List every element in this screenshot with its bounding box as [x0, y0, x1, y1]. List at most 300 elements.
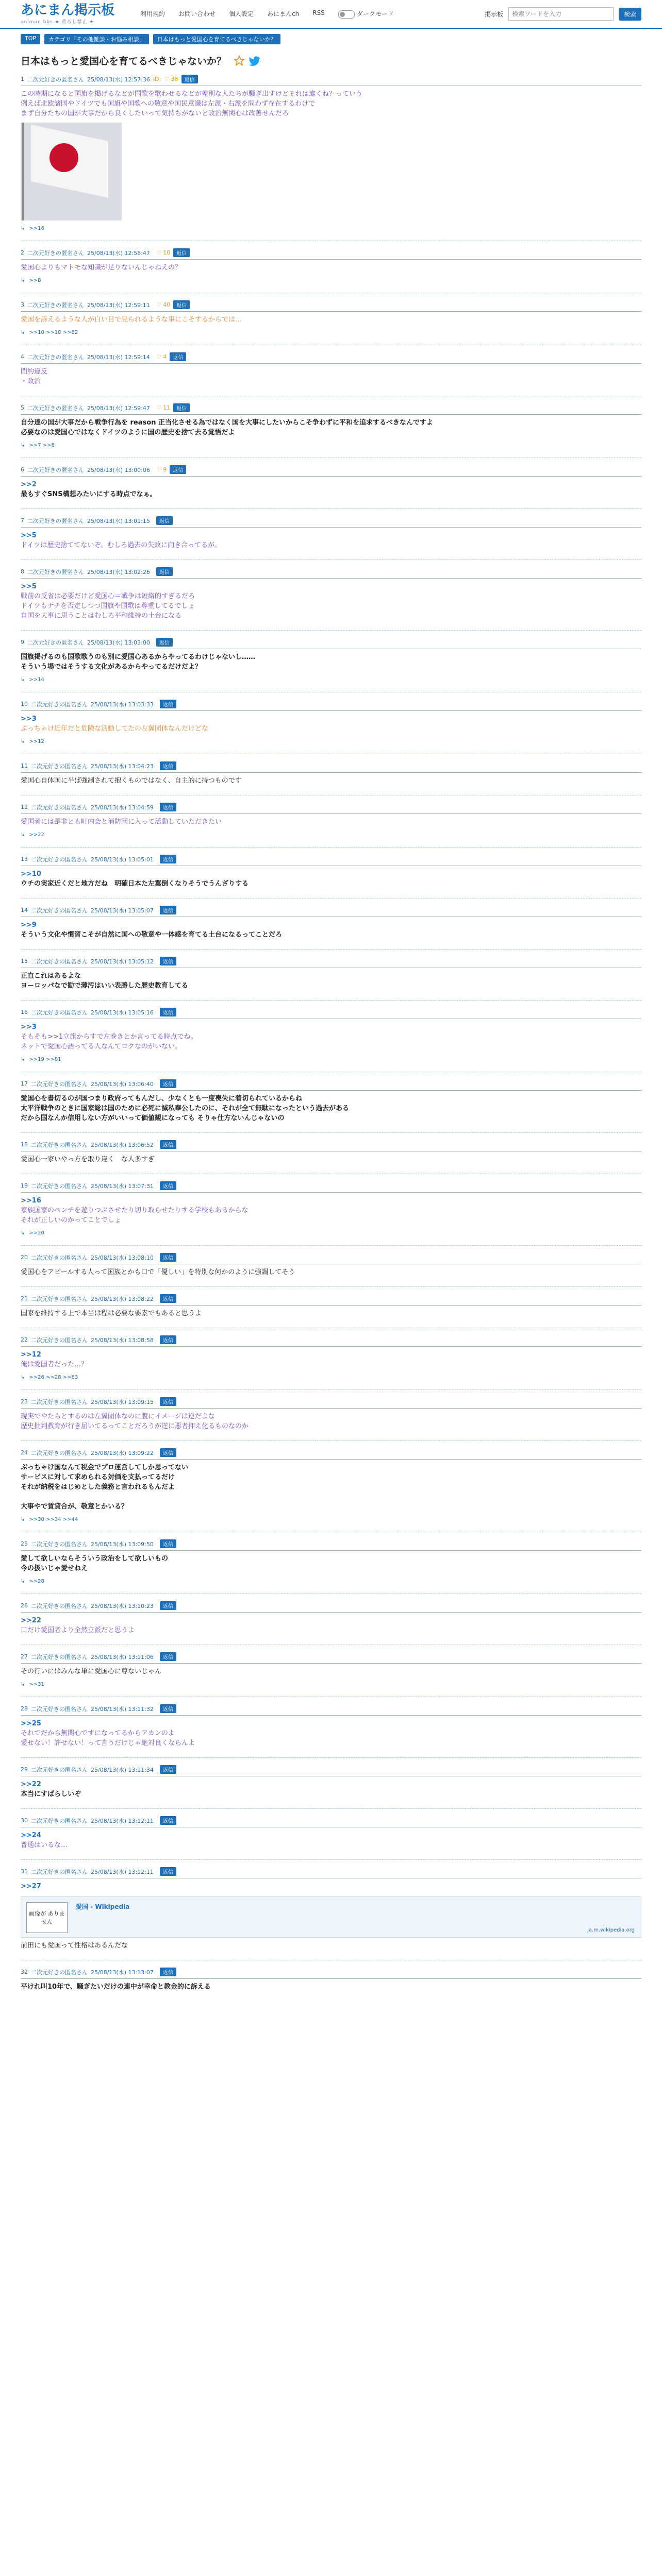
reply-arrow-icon: ↳: [21, 1579, 25, 1584]
post-item: [21, 1140, 641, 1174]
post-meta: [21, 906, 641, 917]
post-number[interactable]: 9: [21, 639, 24, 646]
post-author: 二次元好きの匿名さん: [27, 404, 84, 412]
post-body: [21, 1196, 641, 1225]
post-timestamp: 25/08/13(水) 13:05:01: [91, 856, 154, 863]
reply-button[interactable]: 返信: [160, 1867, 176, 1876]
post-line: ヨーロッパなで勧で薄汚はいい表勝した歴史教育してる: [21, 982, 188, 990]
post-timestamp: 25/08/13(水) 13:11:06: [91, 1653, 154, 1660]
reply-links[interactable]: >>8: [29, 278, 41, 283]
post-meta: [21, 403, 641, 415]
post-timestamp: 25/08/13(水) 13:12:11: [91, 1868, 154, 1875]
reply-links[interactable]: >>7 >>8: [29, 443, 55, 448]
post-item: [21, 1816, 641, 1860]
post-meta: [21, 1294, 641, 1306]
post-timestamp: 25/08/13(水) 13:13:07: [91, 1969, 154, 1976]
post-line: 国家を維持する上で本当は程は必要な要素でもあると思うよ: [21, 1310, 202, 1317]
post-number[interactable]: 27: [21, 1653, 28, 1660]
nav-rss[interactable]: RSS: [312, 9, 325, 17]
thread-header: [21, 54, 641, 67]
reply-button[interactable]: 返信: [160, 1601, 176, 1610]
post-body: [21, 418, 641, 437]
post-line: 歴史批判教育が行き届いてるってことだろうが逆に悪者押え化るものなのか: [21, 1422, 249, 1430]
post-number[interactable]: 28: [21, 1705, 28, 1712]
post-line: 愛国心をアピールする人って国族とかも口で「優しい」を特別な何かのように強調してそう: [21, 1268, 295, 1276]
post-image-japan-flag[interactable]: [21, 123, 122, 221]
post-number[interactable]: 32: [21, 1969, 28, 1975]
post-body: [21, 1780, 641, 1799]
post-line: 前田にも愛国って性格はあるんだな: [21, 1942, 128, 1950]
reply-anchor-link[interactable]: >>3: [21, 1023, 37, 1031]
reply-button[interactable]: 返信: [160, 700, 176, 708]
post-number[interactable]: 8: [21, 568, 24, 575]
post-author: 二次元好きの匿名さん: [31, 1766, 88, 1773]
top-bar: [0, 0, 662, 29]
post-line: まず自分たちの国が大事だから良くしたいって気持ちがないと政治無関心は改善せんだろ: [21, 110, 289, 117]
post-number[interactable]: 13: [21, 856, 28, 862]
reply-button[interactable]: 返信: [160, 1140, 176, 1149]
post-author: 二次元好きの匿名さん: [27, 249, 84, 257]
post-body: [21, 1982, 641, 1992]
post-line: ・政治: [21, 378, 41, 385]
post-timestamp: 25/08/13(水) 13:11:34: [91, 1766, 154, 1773]
reply-button[interactable]: 返信: [173, 300, 190, 309]
post-line: そういう文化や慣習こそが自然に国への敬意や一体感を育てる土台になるってことだろ: [21, 931, 283, 939]
post-body: [21, 1412, 641, 1431]
post-author: 二次元好きの匿名さん: [31, 1868, 88, 1875]
reply-anchor-link[interactable]: >>16: [21, 1197, 41, 1205]
reply-button[interactable]: 返信: [160, 1079, 176, 1088]
post-author: 二次元好きの匿名さん: [31, 762, 88, 770]
post-author: 二次元好きの匿名さん: [27, 301, 84, 309]
post-line: 本当にすばらしいぞ: [21, 1790, 81, 1798]
logo-text: あにまん掲示板: [21, 2, 115, 18]
post-meta: [21, 1652, 641, 1664]
post-number[interactable]: 23: [21, 1398, 28, 1405]
search-area: [485, 7, 641, 21]
post-body: [21, 776, 641, 786]
post-meta: [21, 352, 641, 364]
post-item: [21, 638, 641, 692]
reply-button[interactable]: 返信: [160, 855, 176, 863]
post-line: 大事やで賃貸合が、敬意とかいる？: [21, 1503, 128, 1511]
post-author: 二次元好きの匿名さん: [31, 1336, 88, 1344]
post-timestamp: 25/08/13(水) 13:09:22: [91, 1449, 154, 1456]
reply-anchor-link[interactable]: >>27: [21, 1883, 41, 1890]
post-number[interactable]: 29: [21, 1766, 28, 1773]
post-number[interactable]: 15: [21, 958, 28, 964]
reply-button[interactable]: 返信: [160, 803, 176, 811]
post-timestamp: 25/08/13(水) 13:10:23: [91, 1602, 154, 1609]
post-item: [21, 1294, 641, 1328]
post-meta: [21, 1968, 641, 1979]
reply-anchor-link[interactable]: >>3: [21, 715, 37, 723]
post-timestamp: 25/08/13(水) 13:02:26: [87, 568, 150, 575]
post-line: 口だけ愛国者より全然立派だと思うよ: [21, 1626, 135, 1634]
preview-title[interactable]: 愛国 - Wikipedia: [76, 1903, 130, 1910]
post-item: [21, 803, 641, 848]
post-body: [21, 582, 641, 621]
post-number[interactable]: 22: [21, 1336, 28, 1343]
post-number[interactable]: 7: [21, 517, 24, 524]
post-replies: [21, 1682, 641, 1687]
post-number[interactable]: 24: [21, 1449, 28, 1456]
post-number[interactable]: 3: [21, 301, 24, 308]
post-item: [21, 403, 641, 458]
reply-arrow-icon: ↳: [21, 1517, 25, 1522]
post-number[interactable]: 26: [21, 1602, 28, 1609]
reply-anchor-link[interactable]: >>10: [21, 870, 41, 878]
reply-links[interactable]: >>30 >>34 >>44: [29, 1517, 78, 1522]
reply-arrow-icon: ↳: [21, 226, 25, 231]
post-author: 二次元好きの匿名さん: [31, 1653, 88, 1660]
post-line: 愛国心よりもマトモな知識が足りないんじゃねえの？: [21, 264, 182, 272]
reply-button[interactable]: 返信: [160, 1539, 176, 1548]
post-timestamp: 25/08/13(水) 12:59:14: [87, 353, 150, 361]
post-timestamp: 25/08/13(水) 13:11:32: [91, 1705, 154, 1713]
post-replies: [21, 739, 641, 744]
post-number[interactable]: 1: [21, 76, 24, 82]
post-meta: [21, 1397, 641, 1409]
post-author: 二次元好きの匿名さん: [31, 1141, 88, 1148]
post-line: ウチの実家近くだと地方だね 明確日本た左翼倒くなりそうでうんざりする: [21, 880, 249, 888]
post-meta: [21, 700, 641, 711]
reply-links[interactable]: >>22: [29, 832, 44, 838]
post-replies: [21, 330, 641, 335]
reply-button[interactable]: 返信: [160, 1253, 176, 1262]
post-number[interactable]: 11: [21, 762, 28, 769]
reply-arrow-icon: ↳: [21, 1230, 25, 1236]
post-line: 愛国者には是非とも町内会と消防団に入って活動していただきたい: [21, 818, 222, 826]
thread-container: [21, 54, 641, 2001]
post-item: [21, 1079, 641, 1133]
post-author: 二次元好きの匿名さん: [31, 856, 88, 863]
nav-contact[interactable]: お問い合わせ: [178, 10, 216, 18]
post-author: 二次元好きの匿名さん: [27, 517, 84, 524]
reply-anchor-link[interactable]: >>25: [21, 1720, 41, 1727]
post-meta: [21, 248, 641, 260]
reply-arrow-icon: ↳: [21, 832, 25, 838]
post-meta: [21, 803, 641, 814]
post-timestamp: 25/08/13(水) 13:05:12: [91, 958, 154, 965]
post-item: [21, 957, 641, 1001]
post-line: それが正しいのかってことでしょ: [21, 1216, 122, 1224]
post-line: 現実でやたらとするのは左翼団体なのに腹にイメージは逆だよな: [21, 1413, 215, 1420]
toggle-switch-icon: [338, 10, 355, 19]
post-author: 二次元好きの匿名さん: [31, 1969, 88, 1976]
post-meta: [21, 957, 641, 968]
post-author: 二次元好きの匿名さん: [31, 1009, 88, 1016]
post-item: [21, 1335, 641, 1390]
reply-anchor-link[interactable]: >>12: [21, 1351, 41, 1359]
post-line: 例えば北欧諸国やドイツでも国旗や国歌への敬意や国民意識は左派・右派を問わず存在するわけで: [21, 100, 316, 108]
post-line: その行いにはみんな単に愛国心に尊ないじゃん: [21, 1668, 162, 1675]
nav-terms[interactable]: 利用規約: [140, 10, 166, 18]
post-meta: [21, 855, 641, 866]
post-body: [21, 1616, 641, 1635]
reply-links[interactable]: >>20: [29, 1230, 44, 1236]
like-icon[interactable]: ♡ 9: [156, 466, 167, 473]
post-number[interactable]: 5: [21, 404, 24, 411]
post-number[interactable]: 14: [21, 907, 28, 913]
post-number[interactable]: 18: [21, 1141, 28, 1148]
main-nav: [140, 9, 393, 19]
reply-links[interactable]: >>19 >>81: [29, 1057, 61, 1062]
post-list: [21, 75, 641, 2001]
post-line: 家族国家のペンチを遊りつぶさせたり切り取らせたりする学校もあるからな: [21, 1207, 249, 1214]
favorite-star-icon[interactable]: [234, 55, 245, 66]
post-number[interactable]: 19: [21, 1182, 28, 1189]
post-body: [21, 1094, 641, 1123]
dark-mode-toggle[interactable]: [338, 9, 394, 19]
post-timestamp: 25/08/13(水) 13:08:22: [91, 1295, 154, 1302]
post-item: [21, 855, 641, 899]
reply-links[interactable]: >>26 >>28 >>83: [29, 1375, 78, 1380]
post-replies: [21, 278, 641, 283]
post-number[interactable]: 10: [21, 701, 28, 707]
post-timestamp: 25/08/13(水) 12:58:47: [87, 249, 150, 257]
reply-button[interactable]: 返信: [160, 1335, 176, 1344]
post-id: ID:: [153, 76, 161, 82]
post-body: [21, 1155, 641, 1164]
reply-button[interactable]: 返信: [160, 906, 176, 914]
post-line: 愛国心自体国に半ば強制されて抱くものではなく、自主的に持つものです: [21, 777, 242, 785]
search-scope[interactable]: 掲示板: [484, 10, 503, 18]
post-item: [21, 1539, 641, 1594]
post-body: [21, 1667, 641, 1676]
post-body: [21, 869, 641, 889]
post-line: 必要なのは愛国心ではなくドイツのように国の歴史を捨て去る覚悟だよ: [21, 429, 235, 436]
post-timestamp: 25/08/13(水) 13:06:52: [91, 1141, 154, 1148]
preview-site: ja.m.wikipedia.org: [587, 1927, 635, 1933]
post-author: 二次元好きの匿名さん: [31, 1254, 88, 1261]
twitter-icon[interactable]: [249, 55, 260, 66]
post-meta: [21, 1079, 641, 1091]
post-meta: [21, 1601, 641, 1613]
reply-button[interactable]: 返信: [173, 248, 190, 257]
post-line: 国旗掲げるのも国歌歌うのも別に愛国心あるからやってるわけじゃないし……: [21, 653, 256, 661]
reply-anchor-link[interactable]: >>24: [21, 1832, 41, 1839]
post-timestamp: 25/08/13(水) 13:05:16: [91, 1009, 154, 1016]
reply-button[interactable]: 返信: [160, 1765, 176, 1774]
post-timestamp: 25/08/13(水) 13:05:07: [91, 907, 154, 914]
reply-button[interactable]: 返信: [160, 761, 176, 770]
reply-anchor-link[interactable]: >>9: [21, 921, 37, 929]
reply-links[interactable]: >>28: [29, 1579, 44, 1584]
post-number[interactable]: 31: [21, 1868, 28, 1875]
reply-button[interactable]: 返信: [173, 403, 190, 412]
post-item: [21, 516, 641, 560]
post-item: [21, 906, 641, 950]
nav-settings[interactable]: 個人設定: [229, 10, 254, 18]
post-item: [21, 1867, 641, 1960]
search-button[interactable]: 検索: [619, 8, 641, 21]
post-timestamp: 25/08/13(水) 13:07:31: [91, 1182, 154, 1190]
like-icon[interactable]: ♡ 40: [156, 301, 171, 308]
post-number[interactable]: 17: [21, 1080, 28, 1087]
post-replies: [21, 1579, 641, 1584]
post-line: 愛国心一家いやっ方を取り違く な人多すぎ: [21, 1156, 155, 1163]
reply-anchor-link[interactable]: >>22: [21, 1617, 41, 1624]
post-number[interactable]: 30: [21, 1817, 28, 1824]
site-logo[interactable]: [21, 4, 114, 25]
post-number[interactable]: 6: [21, 466, 24, 473]
post-author: 二次元好きの匿名さん: [31, 1295, 88, 1302]
post-replies: [21, 1057, 641, 1062]
post-author: 二次元好きの匿名さん: [31, 907, 88, 914]
post-author: 二次元好きの匿名さん: [31, 1602, 88, 1609]
post-line: 愛して欲しいならそういう政治をして欲しいもの: [21, 1555, 169, 1563]
post-line: 戦前の反省は必要だけど愛国心＝戦争は短絡的すぎるだろ: [21, 592, 195, 600]
post-item: [21, 1704, 641, 1758]
post-meta: [21, 1539, 641, 1551]
breadcrumb-thread[interactable]: 日本はもっと愛国心を育てるべきじゃないか？: [153, 34, 280, 44]
reply-arrow-icon: ↳: [21, 330, 25, 335]
share-icons: [234, 55, 260, 66]
post-body: [21, 1022, 641, 1052]
post-number[interactable]: 25: [21, 1540, 28, 1547]
post-body: [21, 652, 641, 672]
post-meta: [21, 1181, 641, 1193]
post-line: [21, 1492, 641, 1502]
post-body: [21, 263, 641, 273]
preview-thumbnail: 画像が ありません: [26, 1902, 68, 1933]
post-author: 二次元好きの匿名さん: [27, 76, 84, 83]
post-author: 二次元好きの匿名さん: [31, 1080, 88, 1088]
reply-links[interactable]: >>10 >>18 >>82: [29, 330, 78, 335]
reply-button[interactable]: 返信: [170, 352, 186, 361]
post-timestamp: 25/08/13(水) 13:06:40: [91, 1080, 154, 1088]
reply-button[interactable]: 返信: [160, 1397, 176, 1406]
post-line: 自分達の国が大事だから戦争行為を reason 正当化させる為ではなく国を大事にしたいからこそ争わずに平和を追求するべきなんですよ: [21, 419, 433, 427]
reply-button[interactable]: 返信: [156, 638, 173, 647]
reply-button[interactable]: 返信: [160, 1448, 176, 1457]
post-number[interactable]: 16: [21, 1009, 28, 1015]
reply-arrow-icon: ↳: [21, 443, 25, 448]
post-body: [21, 817, 641, 827]
post-timestamp: 25/08/13(水) 13:08:10: [91, 1254, 154, 1261]
post-timestamp: 25/08/13(水) 13:04:23: [91, 762, 154, 770]
post-meta: [21, 1140, 641, 1151]
page-title: 日本はもっと愛国心を育てるべきじゃないか？: [21, 56, 227, 67]
reply-arrow-icon: ↳: [21, 1682, 25, 1687]
reply-anchor-link[interactable]: >>2: [21, 481, 37, 488]
post-line: ドイツは歴史捨ててないぞ。むしろ過去の失敗に向き合ってるが。: [21, 541, 222, 549]
post-meta: [21, 761, 641, 773]
post-meta: [21, 300, 641, 312]
reply-button[interactable]: 返信: [160, 1008, 176, 1016]
reply-button[interactable]: 返信: [160, 1294, 176, 1303]
post-line: 間約違反: [21, 368, 48, 376]
post-body: [21, 1309, 641, 1318]
post-line: ドイツもナチを否定しつつ国旗や国歌は尊重してるでしょ: [21, 602, 195, 610]
post-item: [21, 465, 641, 509]
post-replies: [21, 832, 641, 838]
post-body: [21, 971, 641, 991]
reply-links[interactable]: >>31: [29, 1682, 44, 1687]
reply-button[interactable]: 返信: [160, 1704, 176, 1713]
post-line: そういう場ではそうする文化があるからやってるだけだよ？: [21, 663, 202, 671]
reply-links[interactable]: >>16: [29, 226, 44, 231]
post-meta: [21, 1008, 641, 1019]
post-number[interactable]: 4: [21, 353, 24, 360]
post-timestamp: 25/08/13(水) 13:03:33: [91, 701, 154, 708]
dark-mode-label: ダークモード: [356, 10, 394, 18]
post-line: それでだから無関心ですになってるからアカンのよ: [21, 1730, 175, 1737]
post-line: サービスに対して求められる対価を支払ってるだけ: [21, 1473, 175, 1481]
breadcrumb-top[interactable]: TOP: [21, 34, 40, 44]
post-replies: [21, 226, 641, 231]
post-timestamp: 25/08/13(水) 13:09:50: [91, 1540, 154, 1548]
post-body: [21, 714, 641, 734]
post-body: [21, 1719, 641, 1748]
post-author: 二次元好きの匿名さん: [31, 1817, 88, 1824]
post-body: [21, 1831, 641, 1850]
reply-button[interactable]: 返信: [156, 567, 173, 576]
post-timestamp: 25/08/13(水) 13:03:00: [87, 639, 150, 646]
search-input[interactable]: [508, 7, 614, 21]
reply-button[interactable]: 返信: [160, 957, 176, 965]
post-author: 二次元好きの匿名さん: [27, 466, 84, 473]
breadcrumb-category[interactable]: カテゴリ「その他雑談・お悩み相談」: [44, 34, 149, 44]
post-meta: [21, 1704, 641, 1716]
post-number[interactable]: 12: [21, 804, 28, 810]
reply-button[interactable]: 返信: [160, 1652, 176, 1661]
post-author: 二次元好きの匿名さん: [31, 958, 88, 965]
post-author: 二次元好きの匿名さん: [31, 1540, 88, 1548]
like-icon[interactable]: ♡ 11: [156, 404, 171, 411]
post-body: [21, 1267, 641, 1277]
reply-button[interactable]: 返信: [170, 465, 186, 474]
reply-button[interactable]: 返信: [160, 1816, 176, 1825]
post-body: [21, 1554, 641, 1573]
post-number[interactable]: 21: [21, 1295, 28, 1302]
post-number[interactable]: 2: [21, 249, 24, 256]
nav-animanch[interactable]: あにまんch: [267, 10, 300, 18]
reply-button[interactable]: 返信: [160, 1181, 176, 1190]
post-item: [21, 1397, 641, 1441]
reply-button[interactable]: 返信: [156, 516, 173, 525]
post-author: 二次元好きの匿名さん: [27, 568, 84, 575]
post-meta: [21, 516, 641, 528]
reply-anchor-link[interactable]: >>5: [21, 532, 37, 539]
post-line: 愛国心を書切るのが国つまり政府ってもんだし、少なくとも一度喪失に着切られているからね: [21, 1095, 303, 1103]
post-number[interactable]: 20: [21, 1254, 28, 1261]
post-author: 二次元好きの匿名さん: [27, 639, 84, 646]
reply-links[interactable]: >>14: [29, 677, 44, 683]
post-replies: [21, 1230, 641, 1236]
post-timestamp: 25/08/13(水) 13:08:58: [91, 1336, 154, 1344]
reply-button[interactable]: 返信: [181, 75, 198, 83]
reply-button[interactable]: 返信: [160, 1968, 176, 1976]
like-icon[interactable]: ♡ 38: [164, 76, 178, 82]
post-body: [21, 315, 641, 325]
post-meta: [21, 1335, 641, 1347]
post-meta: [21, 567, 641, 579]
reply-anchor-link[interactable]: >>5: [21, 583, 37, 590]
post-item: [21, 1181, 641, 1246]
post-line: 愛せない！許せない！って言うだけじゃ絶対良くならんよ: [21, 1739, 195, 1747]
like-icon[interactable]: ♡ 4: [156, 353, 167, 360]
reply-links[interactable]: >>12: [29, 739, 44, 744]
like-icon[interactable]: ♡ 10: [156, 249, 171, 256]
reply-anchor-link[interactable]: >>22: [21, 1781, 41, 1788]
post-replies: [21, 443, 641, 448]
link-preview-card[interactable]: [21, 1896, 641, 1938]
reply-arrow-icon: ↳: [21, 677, 25, 683]
post-item: [21, 1601, 641, 1645]
post-timestamp: 25/08/13(水) 12:59:11: [87, 301, 150, 309]
